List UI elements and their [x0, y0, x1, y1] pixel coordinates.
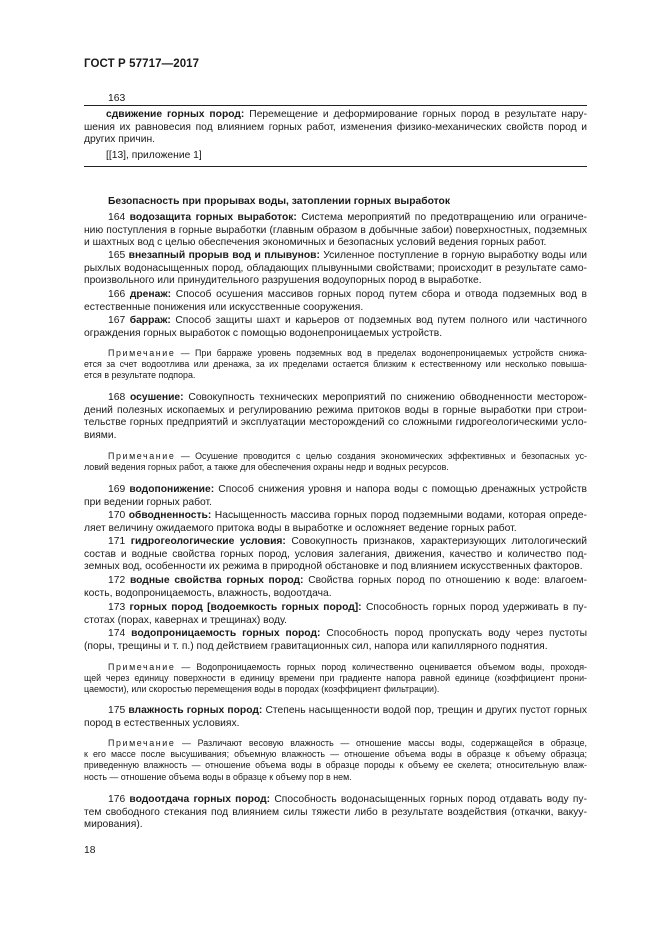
- entry-term: влажность горных пород:: [128, 705, 263, 716]
- entry-175: 175 влажность горных пород: Степень насыщенности водой пор, трещин и других пустот горных пород в естественных условиях.: [84, 705, 587, 729]
- entry-163-def: Перемещение и деформирование горных пород в результате нару-: [244, 109, 587, 120]
- entry-number: 167: [108, 315, 130, 326]
- entry-number: 174: [108, 628, 132, 639]
- entry-term: барраж:: [129, 315, 171, 326]
- entry-number: 171: [108, 536, 131, 547]
- entry-number: 170: [108, 510, 129, 521]
- entry-term: гидрогеологические условия:: [130, 536, 286, 547]
- entry-number: 169: [108, 484, 130, 495]
- entry-number: 168: [108, 392, 130, 403]
- entry-172: 172 водные свойства горных пород: Свойства горных пород по отношению к воде: влагоем- кость, водопроницаемость, влажность, водоотдача.: [84, 575, 588, 599]
- entry-term: внезапный прорыв вод и плывунов:: [128, 250, 320, 261]
- entry-163-number: 163: [108, 93, 126, 104]
- entry-term: водоотдача горных пород:: [129, 794, 271, 805]
- entry-term: горных пород [водоемкость горных пород]:: [129, 602, 362, 613]
- entry-number: 166: [108, 289, 130, 300]
- entry-number: 172: [108, 575, 130, 586]
- entry-163-line-3: других причин.: [84, 134, 156, 146]
- entry-term: дренаж:: [129, 289, 172, 300]
- entry-169: 169 водопонижение: Способ снижения уровня и напора воды с помощью дренажных устройств при ведении горных работ.: [84, 484, 588, 508]
- entry-166: 166 дренаж: Способ осушения массивов горных пород путем сбора и отвода подземных вод в естественные понижения или искусственные сооружения.: [84, 289, 587, 313]
- entry-term: водозащита горных выработок:: [129, 212, 297, 223]
- note-label: Примечание: [108, 451, 176, 461]
- note-label: Примечание: [108, 738, 176, 748]
- note-label: Примечание: [108, 662, 176, 672]
- note-label: Примечание: [108, 348, 176, 358]
- entry-term: осушение:: [129, 392, 184, 403]
- entry-number: 164: [108, 212, 130, 223]
- entry-number: 175: [108, 705, 129, 716]
- note-175: Примечание — Различают весовую влажность — отношение массы воды, содержащейся в образце, к его массе после высушивания; объемную влажность — отношение объема воды в образце к объему образца; приведенную влажность — отношение объема воды в образце породы к объему ее скелета; относительную влаж- ность — отношение объема воды в образце к объему пор в нем.: [84, 738, 587, 782]
- entry-174: 174 водопроницаемость горных пород: Способность пород пропускать воду через пустоты (поры, трещины и т. п.) под действием гравитационных сил, напора или капиллярного поднятия.: [84, 628, 587, 652]
- entry-term: водопроницаемость горных пород:: [131, 628, 321, 639]
- page-number: 18: [84, 845, 96, 856]
- entry-number: 176: [108, 794, 130, 805]
- entry-167: 167 барраж: Способ защиты шахт и карьеров от подземных вод путем полного или частичного ограждения горных выработок с помощью водонепроницаемых устройств.: [84, 315, 587, 339]
- entry-176: 176 водоотдача горных пород: Способность водонасыщенных горных пород отдавать воду пу- тем свободного стекания под влиянием силы тяжести либо в результате воздействия (откачки, вакуу- мирования).: [84, 794, 588, 831]
- note-167: Примечание — При барраже уровень подземных вод в пределах водонепроницаемых устройств снижа- ется за счет водоотлива или дренажа, за их пределами остается близким к естественному или несколько повыша- ется в результате подпора.: [84, 348, 587, 381]
- entry-163-line-1: [84, 109, 587, 122]
- entry-168: 168 осушение: Совокупность технических мероприятий по снижению обводненности месторож- дений полезных ископаемых и регулированию режима притоков воды в горные выработки при строи- тельстве горных предприятий и эксплуатации месторождений со сложными гидрогеологическими усло- виями.: [84, 392, 587, 442]
- entry-163-box: [84, 105, 587, 167]
- entry-170: 170 обводненность: Насыщенность массива горных пород подземными водами, которая опреде- ляет величину ожидаемого притока воды в выработке и осложняет ведение горных работ.: [84, 510, 587, 534]
- note-168: Примечание — Осушение проводится с целью создания экономических эффективных и безопасных ус- ловий ведения горных работ, а также для обеспечения охраны недр и водных ресурсов.: [84, 451, 587, 473]
- entry-number: 173: [108, 602, 130, 613]
- note-174: Примечание — Водопроницаемость горных пород количественно оценивается объемом воды, проходя- щей через единицу поверхности в единицу времени при градиенте напора равной единице (коэффициент прони- цаемости), или скоростью перемещения воды в породах (коэффициент фильтрации).: [84, 662, 587, 695]
- entry-173: 173 горных пород [водоемкость горных пород]: Способность горных пород удерживать в пу- стотах (порах, кавернах и трещинах) воду.: [84, 602, 587, 626]
- entry-term: водопонижение:: [129, 484, 215, 495]
- entry-number: 165: [108, 250, 129, 261]
- entry-term: обводненность:: [128, 510, 212, 521]
- entry-163-line-2: шения их равновесия под влиянием горных работ, изменения физико-механических свойств пород и: [84, 121, 587, 133]
- entry-163-term: сдвижение горных пород:: [106, 109, 245, 120]
- entry-164: 164 водозащита горных выработок: Система мероприятий по предотвращению или ограниче- нию поступления в горные выработки (главным образом в добычные забои) поверхностных, подземных и шахтных вод с целью обеспечения экономичных и безопасных условий ведения горных работ.: [84, 212, 587, 249]
- entry-171: 171 гидрогеологические условия: Совокупность признаков, характеризующих литологический состав и водные свойства горных пород, условия залегания, движения, качество и количество под- земных вод, особенности их режима в природной обстановке и под влиянием искусственных факторов.: [84, 536, 588, 573]
- entry-163-reference: [[13], приложение 1]: [106, 150, 202, 162]
- document-header: ГОСТ Р 57717—2017: [84, 58, 200, 70]
- section-title: Безопасность при прорывах воды, затоплении горных выработок: [108, 196, 450, 207]
- entry-165: 165 внезапный прорыв вод и плывунов: Усиленное поступление в горную выработку воды или рыхлых водонасыщенных пород, обладающих плывунными свойствами; происходит в результате само- произвольного или принудительного разрушения водоупорных пород в выработке.: [84, 250, 587, 287]
- entry-term: водные свойства горных пород:: [129, 575, 304, 586]
